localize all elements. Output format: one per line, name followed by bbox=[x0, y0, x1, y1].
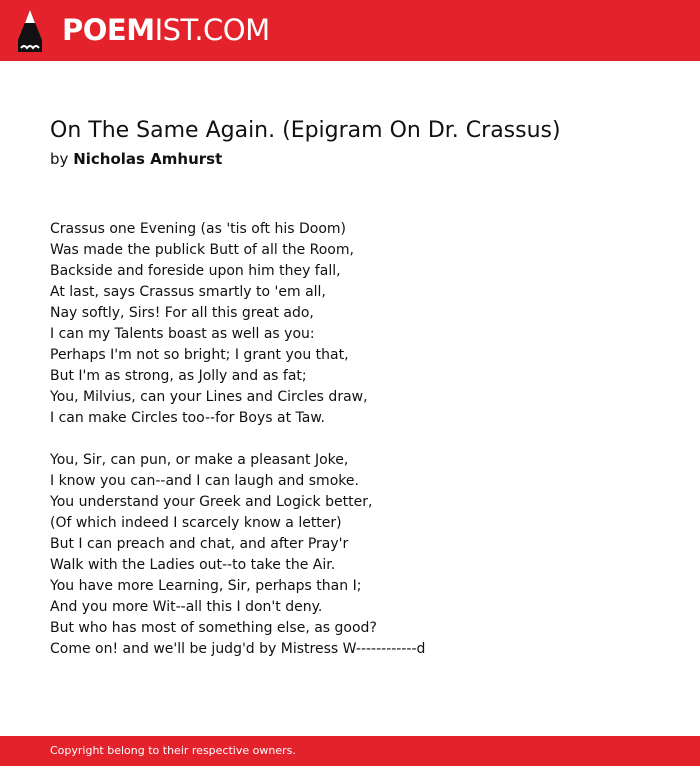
by-label: by bbox=[50, 150, 69, 168]
poem-line: You, Sir, can pun, or make a pleasant Joke, bbox=[50, 452, 349, 468]
poem-line: But who has most of something else, as good? bbox=[50, 620, 377, 636]
poem-line: You understand your Greek and Logick better, bbox=[50, 494, 373, 510]
poem-title: On The Same Again. (Epigram On Dr. Crassus) bbox=[50, 118, 561, 143]
poem-line: Was made the publick Butt of all the Room, bbox=[50, 242, 354, 258]
byline bbox=[50, 148, 222, 170]
logo-text-bold: POEM bbox=[62, 13, 155, 47]
poem-line: (Of which indeed I scarcely know a letter) bbox=[50, 515, 342, 531]
copyright-notice: Copyright belong to their respective owners. bbox=[50, 744, 296, 757]
poem-line: I can make Circles too--for Boys at Taw. bbox=[50, 410, 325, 426]
poem-line: At last, says Crassus smartly to 'em all, bbox=[50, 284, 326, 300]
poem-line: But I can preach and chat, and after Pray'r bbox=[50, 536, 349, 552]
poem-line: Crassus one Evening (as 'tis oft his Doom) bbox=[50, 221, 346, 237]
poem-line: You, Milvius, can your Lines and Circles draw, bbox=[50, 389, 368, 405]
poem-line: Backside and foreside upon him they fall, bbox=[50, 263, 341, 279]
poem-line: Perhaps I'm not so bright; I grant you that, bbox=[50, 347, 349, 363]
site-logo[interactable] bbox=[62, 12, 270, 48]
poem-line: I can my Talents boast as well as you: bbox=[50, 326, 315, 342]
poem-body bbox=[50, 219, 670, 681]
author-link[interactable]: Nicholas Amhurst bbox=[73, 150, 223, 168]
logo-text-light: IST.COM bbox=[154, 13, 270, 47]
poem-line: You have more Learning, Sir, perhaps than I; bbox=[50, 578, 362, 594]
site-header bbox=[0, 0, 700, 61]
site-footer bbox=[0, 736, 700, 766]
stanza bbox=[50, 219, 670, 429]
pencil-tip-icon[interactable] bbox=[18, 10, 42, 52]
poem-line: I know you can--and I can laugh and smoke. bbox=[50, 473, 359, 489]
poem-line: Come on! and we'll be judg'd by Mistress W------------d bbox=[50, 641, 426, 657]
poem-line: But I'm as strong, as Jolly and as fat; bbox=[50, 368, 307, 384]
poem-line: And you more Wit--all this I don't deny. bbox=[50, 599, 323, 615]
stanza bbox=[50, 450, 670, 660]
poem-line: Nay softly, Sirs! For all this great ado, bbox=[50, 305, 314, 321]
poem-line: Walk with the Ladies out--to take the Air. bbox=[50, 557, 336, 573]
